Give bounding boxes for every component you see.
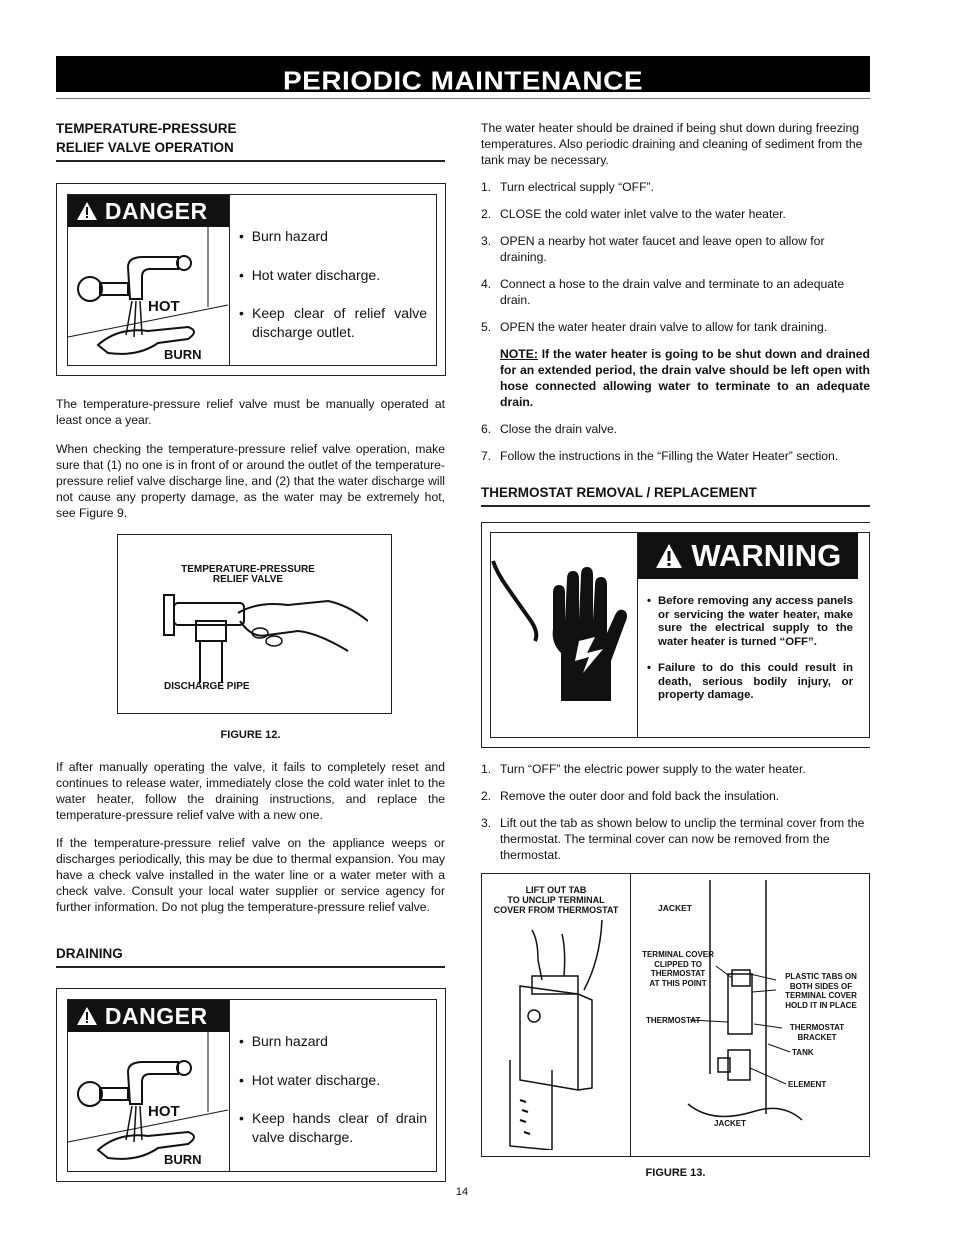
label-line: CLIPPED TO [654,959,702,969]
danger-bullet: • Burn hazard [239,1033,328,1049]
tp-heading-rule [56,160,445,162]
bullet-text: Hot water discharge. [251,267,381,283]
label-jacket-bottom: JACKET [714,1119,747,1128]
figure-12-caption: FIGURE 12. [220,729,281,741]
label-line: BOTH SIDES OF [789,981,853,991]
label-line: AT THIS POINT [649,978,707,988]
warning-label: WARNING [691,538,842,573]
danger-panel [67,999,437,1172]
list-item [481,815,870,863]
list-num: 1. [481,762,492,776]
figure-13 [481,873,870,1157]
note-label: NOTE: [500,347,538,361]
note-text: If the water heater is going to be shut down and drained for an extended period, the drain valve should be left open with hose connected allowing water to terminate to an adequate drain. [500,347,871,409]
page-title: PERIODIC MAINTENANCE [282,66,643,96]
label-line: LIFT OUT TAB [525,885,587,895]
list-num: 2. [481,207,492,221]
bullet-text: Failure to do this could result in death, serious bodily injury, or property damage. [658,662,853,701]
terminal-cover-tab-icon [492,920,622,1150]
list-text: Turn “OFF” the electric power supply to the water heater. [500,762,806,776]
danger-box-relief [56,183,446,376]
bullet-text: Before removing any access panels or servicing the water heater, make sure the electrical supply to the water heater is turned “OFF”. [658,595,853,648]
bullet-text: Keep clear of relief valve discharge outlet. [252,305,427,340]
danger-box-drain [56,988,446,1182]
label-thermostat: THERMOSTAT [646,1016,701,1025]
burn-label: BURN [164,347,202,362]
relief-valve-hand-icon [148,591,368,687]
tp-para-2: When checking the temperature-pressure relief valve operation, make sure that (1) no one is in front of or around the outlet of the temperature-pressure relief valve discharge line, and (2) that the water discharge will not cause any property damage, as the water may be extremely hot, see Figure 9. [56,442,445,520]
drain-note [481,346,870,410]
danger-bullets [239,1032,427,1147]
label-line: TEMPERATURE-PRESSURE [181,564,315,575]
list-num: 3. [481,816,492,830]
electrical-shock-hand-icon [491,533,637,737]
list-item [481,421,870,437]
danger-bullets [239,227,427,342]
danger-header [68,1000,229,1032]
list-text: OPEN the water heater drain valve to allow for tank draining. [500,320,828,334]
list-num: 2. [481,789,492,803]
warning-triangle-icon [76,198,105,224]
page-banner [56,56,870,96]
list-item [481,179,870,195]
danger-header [68,195,229,227]
burn-label: BURN [164,1152,202,1167]
list-item [481,788,870,804]
label-jacket-top: JACKET [658,903,693,913]
label-line: COVER FROM THERMOSTAT [493,905,619,915]
list-item [481,448,870,464]
list-text: Connect a hose to the drain valve and terminate to an adequate drain. [500,277,845,307]
label-line: RELIEF VALVE [212,574,284,585]
thermostat-steps-list [481,761,870,863]
bullet-text: Hot water discharge. [251,1072,381,1088]
list-text: Remove the outer door and fold back the insulation. [500,789,780,803]
tp-para-4: If the temperature-pressure relief valve on the appliance weeps or discharges periodically, this may be due to thermal expansion. You may have a check valve installed in the water line or a water meter with a check valve. Consult your local water supplier or service agency for further information. Do not plug the temperature-pressure relief valve. [56,836,445,914]
list-text: CLOSE the cold water inlet valve to the water heater. [500,207,786,221]
label-line: PLASTIC TABS ON [785,972,857,981]
danger-label: DANGER [104,1003,208,1029]
bullet-text: Burn hazard [251,228,328,244]
hot-label: HOT [148,298,180,315]
draining-heading: DRAINING [56,946,123,961]
list-num: 3. [481,234,492,248]
tp-heading-line1: TEMPERATURE-PRESSURE [56,121,237,136]
tp-para-1: The temperature-pressure relief valve must be manually operated at least once a year. [56,397,445,427]
list-item [481,206,870,222]
tp-heading-line2: RELIEF VALVE OPERATION [56,140,234,155]
danger-panel [67,194,437,366]
list-num: 4. [481,277,492,291]
label-line: TERMINAL COVER [642,950,714,959]
figure-13-divider [630,874,631,1156]
warning-header [638,533,858,579]
list-num: 5. [481,320,492,334]
label-tank: TANK [792,1048,814,1057]
label-element: ELEMENT [788,1080,827,1089]
danger-bullet: • Keep clear of relief valve discharge outlet. [239,305,427,340]
page-number: 14 [455,1186,469,1198]
warning-triangle-icon [655,538,692,573]
list-text: Turn electrical supply “OFF”. [500,180,654,194]
warning-bullets [647,595,853,703]
list-text: OPEN a nearby hot water faucet and leave open to allow for draining. [500,234,825,264]
banner-divider [56,98,870,99]
faucet-hand-burn-icon [68,227,228,365]
tp-para-3: If after manually operating the valve, it fails to completely reset and continues to release water, immediately close the cold water inlet to the water heater, follow the draining instructions, and replace the temperature-pressure relief valve with a new one. [56,760,445,822]
warning-bullet: • Before removing any access panels or servicing the water heater, make sure the electrical supply to the water heater is turned “OFF”. [647,595,853,648]
danger-label: DANGER [104,198,208,224]
list-num: 1. [481,180,492,194]
thermostat-heading-rule [481,505,870,507]
bullet-text: Burn hazard [251,1033,328,1049]
drain-intro: The water heater should be drained if being shut down during freezing temperatures. Also periodic draining and cleaning of sediment from the tank may be necessary. [481,121,863,167]
figure-12-label-top [158,565,338,585]
label-line: BRACKET [797,1032,837,1042]
danger-bullet: • Hot water discharge. [239,267,381,283]
hot-label: HOT [148,1103,180,1120]
danger-bullet: • Keep hands clear of drain valve discharge. [239,1110,427,1145]
list-text: Lift out the tab as shown below to unclip the terminal cover from the thermostat. The terminal cover can now be removed from the thermostat. [500,816,865,862]
list-text: Follow the instructions in the “Filling the Water Heater” section. [500,449,839,463]
list-item [481,761,870,777]
tp-heading [56,119,446,157]
list-item [481,319,870,335]
warning-bullet: • Failure to do this could result in death, serious bodily injury, or property damage. [647,662,853,701]
warning-box [481,522,870,748]
warning-triangle-icon [76,1003,105,1029]
danger-illustration [68,195,230,365]
figure-12 [117,534,392,714]
label-line: TO UNCLIP TERMINAL [507,895,605,905]
list-text: Close the drain valve. [500,422,618,436]
label-line: THERMOSTAT [789,1023,845,1032]
list-num: 7. [481,449,492,463]
figure-12-label-bottom: DISCHARGE PIPE [164,681,250,692]
thermostat-heading: THERMOSTAT REMOVAL / REPLACEMENT [481,485,757,500]
label-line: THERMOSTAT [650,969,706,978]
list-item [481,233,870,265]
faucet-hand-burn-icon [68,1032,228,1171]
label-line: TERMINAL COVER [785,991,857,1000]
list-num: 6. [481,422,492,436]
drain-steps-list [481,179,870,464]
label-line: HOLD IT IN PLACE [785,1000,857,1010]
list-item [481,276,870,308]
draining-heading-rule [56,966,445,968]
danger-bullet: • Burn hazard [239,228,328,244]
warning-panel [490,532,870,738]
danger-illustration [68,1000,230,1171]
figure-13-caption: FIGURE 13. [645,1167,706,1179]
danger-bullet: • Hot water discharge. [239,1072,381,1088]
figure-13-left-label [482,885,630,915]
bullet-text: Keep hands clear of drain valve discharge. [252,1110,427,1145]
thermostat-cutaway-icon [632,874,868,1156]
